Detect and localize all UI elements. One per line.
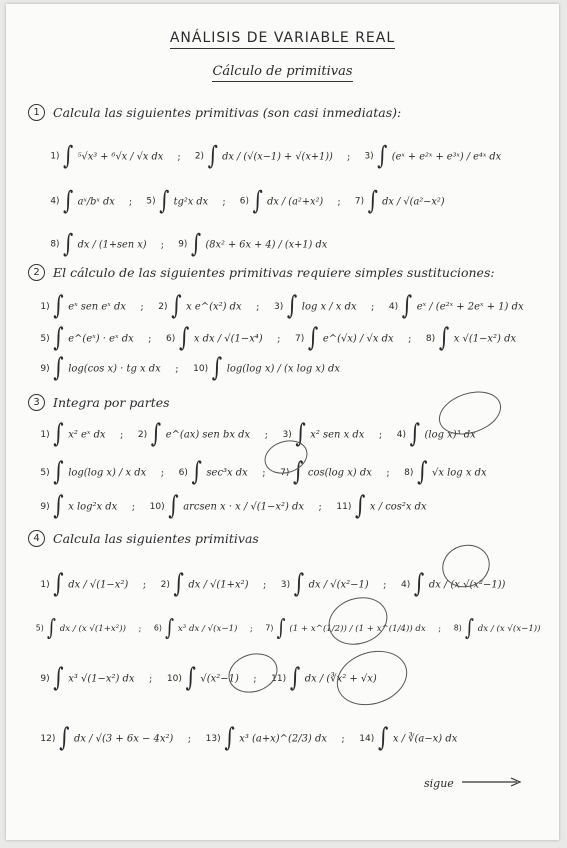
integral-sign-icon: ∫ [417, 457, 428, 488]
separator-semicolon: ; [318, 500, 322, 513]
integrand-expression: √x log x dx [431, 466, 487, 479]
separator-semicolon: ; [138, 623, 142, 634]
separator-semicolon: ; [253, 672, 257, 685]
exercise-number: 3) [273, 301, 284, 312]
integral-sign-icon: ∫ [185, 663, 196, 694]
exercise-item [194, 142, 333, 171]
integrand-expression: aˣ/bˣ dx [77, 195, 115, 208]
separator-semicolon: ; [262, 466, 266, 479]
separator-semicolon: ; [149, 672, 153, 685]
exercise-item [40, 323, 134, 354]
integral-sign-icon: ∫ [168, 491, 179, 522]
exercise-number: 3) [280, 579, 291, 590]
exercise-item [50, 230, 147, 259]
exercise-number: 7) [265, 624, 274, 633]
integral-sign-icon: ∫ [159, 187, 170, 216]
exercise-item [239, 187, 324, 216]
exercise-item [158, 291, 242, 322]
separator-semicolon: ; [140, 300, 144, 313]
exercise-number: 12) [40, 733, 56, 744]
integral-sign-icon: ∫ [464, 615, 474, 642]
exercise-number: 4) [50, 196, 60, 207]
exercise-number: 2) [137, 429, 148, 440]
integral-sign-icon: ∫ [53, 419, 64, 450]
integral-sign-icon: ∫ [150, 419, 162, 450]
exercise-item [178, 457, 248, 488]
integral-sign-icon: ∫ [178, 323, 190, 354]
separator-semicolon: ; [383, 578, 387, 591]
integrand-expression: log x / x dx [301, 300, 357, 313]
worksheet-page [6, 4, 559, 840]
integral-sign-icon: ∫ [53, 291, 64, 322]
integrand-expression: x dx / √(1−x⁴) [193, 332, 263, 345]
exercise-number: 4) [396, 429, 407, 440]
exercise-number: 2) [158, 301, 168, 312]
exercise-item [396, 419, 476, 450]
integrand-expression: (eˣ + e²ˣ + e³ˣ) / e⁴ˣ dx [391, 150, 502, 163]
exercise-item [40, 491, 118, 522]
exercise-number: 10) [193, 363, 209, 374]
integrand-expression: ⁵√x³ + ⁶√x / √x dx [77, 150, 164, 163]
separator-semicolon: ; [249, 623, 253, 634]
exercise-number: 5) [35, 624, 44, 633]
separator-semicolon: ; [128, 195, 133, 208]
exercise-row [6, 230, 541, 259]
section-heading-text: Calcula las siguientes primitivas (son casi inmediatas): [53, 105, 402, 120]
integrand-expression: x² sen x dx [310, 428, 365, 441]
separator-semicolon: ; [341, 732, 345, 745]
integral-sign-icon: ∫ [438, 323, 450, 354]
exercise-number: 3) [282, 429, 292, 440]
exercise-item [280, 569, 369, 600]
integral-sign-icon: ∫ [224, 723, 235, 754]
exercise-number: 4) [388, 301, 399, 312]
exercise-item [166, 323, 263, 354]
separator-semicolon: ; [177, 150, 181, 163]
exercise-item [40, 723, 174, 754]
section-heading-text: Calcula las siguientes primitivas [53, 531, 259, 546]
exercise-number: 4) [401, 579, 411, 590]
integrand-expression: x e^(x²) dx [186, 300, 242, 313]
exercise-item [282, 419, 365, 450]
exercise-number: 5) [40, 467, 50, 478]
exercise-number: 2) [160, 579, 170, 590]
separator-semicolon: ; [386, 466, 390, 479]
separator-semicolon: ; [408, 332, 412, 345]
separator-semicolon: ; [160, 466, 165, 479]
integrand-expression: dx / (x √(x−1)) [477, 623, 541, 634]
exercise-number: 1) [50, 151, 60, 162]
exercise-number: 5) [40, 333, 50, 344]
exercise-item [193, 353, 341, 384]
section-number: 4 [28, 530, 45, 547]
exercise-number: 14) [359, 733, 375, 744]
integrand-expression: dx / (a²+x²) [267, 195, 324, 208]
exercise-number: 8) [50, 239, 60, 250]
integral-sign-icon: ∫ [276, 615, 286, 642]
exercise-number: 2) [194, 151, 205, 162]
integral-sign-icon: ∫ [63, 142, 74, 171]
continue-note [424, 777, 522, 790]
integrand-expression: eˣ sen eˣ dx [68, 300, 126, 313]
integral-sign-icon: ∫ [286, 291, 298, 322]
exercise-number: 11) [336, 501, 352, 512]
integral-sign-icon: ∫ [413, 569, 425, 600]
integral-sign-icon: ∫ [63, 187, 74, 216]
exercise-number: 9) [40, 501, 50, 512]
exercise-number: 10) [149, 501, 165, 512]
separator-semicolon: ; [256, 300, 260, 313]
integrand-expression: x³ √(1−x²) dx [68, 672, 135, 685]
exercise-number: 10) [166, 673, 182, 684]
integral-sign-icon: ∫ [53, 569, 64, 600]
integral-sign-icon: ∫ [252, 187, 263, 216]
integral-sign-icon: ∫ [59, 723, 70, 754]
integral-sign-icon: ∫ [63, 230, 74, 259]
integrand-expression: log(cos x) · tg x dx [68, 362, 161, 375]
integral-sign-icon: ∫ [377, 723, 389, 754]
exercise-item [404, 457, 487, 488]
separator-semicolon: ; [371, 300, 375, 313]
section-number: 2 [28, 264, 45, 281]
integral-sign-icon: ∫ [53, 491, 64, 522]
exercise-item [146, 187, 209, 216]
exercise-number: 13) [205, 733, 221, 744]
integrand-expression: dx / (√(x−1) + √(x+1)) [222, 150, 333, 163]
exercise-row [6, 419, 541, 450]
exercise-item [137, 419, 251, 450]
integrand-expression: log(log x) / x dx [68, 466, 147, 479]
exercise-number: 9) [40, 673, 50, 684]
integrand-expression: dx / (1+sen x) [77, 238, 147, 251]
exercise-item [166, 663, 239, 694]
page-subtitle: Cálculo de primitivas [6, 64, 559, 79]
integral-sign-icon: ∫ [191, 457, 202, 488]
exercise-number: 7) [354, 196, 365, 207]
exercise-item [40, 457, 147, 488]
exercise-item [160, 569, 249, 600]
integral-sign-icon: ∫ [401, 291, 413, 322]
integrand-expression: e^(ax) sen bx dx [165, 428, 251, 441]
exercise-number: 8) [453, 624, 462, 633]
exercise-number: 6) [153, 624, 162, 633]
exercise-row [6, 142, 541, 171]
section-heading [28, 530, 259, 547]
integrand-expression: x log²x dx [68, 500, 118, 513]
separator-semicolon: ; [187, 732, 192, 745]
exercise-number: 6) [178, 467, 188, 478]
integral-sign-icon: ∫ [46, 615, 56, 642]
integral-sign-icon: ∫ [53, 353, 64, 384]
separator-semicolon: ; [438, 623, 442, 634]
separator-semicolon: ; [175, 362, 179, 375]
arrow-right-icon [462, 777, 522, 790]
integral-sign-icon: ∫ [171, 291, 182, 322]
separator-semicolon: ; [378, 428, 383, 441]
integral-sign-icon: ∫ [295, 419, 306, 450]
continue-label: sigue [424, 777, 454, 790]
integrand-expression: dx / (x √(1+x²)) [59, 623, 126, 634]
integral-sign-icon: ∫ [53, 663, 64, 694]
exercise-number: 8) [404, 467, 414, 478]
section-heading [28, 394, 170, 411]
separator-semicolon: ; [142, 578, 147, 591]
integral-sign-icon: ∫ [377, 142, 388, 171]
exercise-item [271, 663, 377, 694]
exercise-row [6, 457, 541, 488]
separator-semicolon: ; [277, 332, 281, 345]
exercise-number: 1) [40, 429, 50, 440]
exercise-item [401, 569, 506, 600]
exercise-row [6, 615, 541, 642]
integrand-expression: dx / √(3 + 6x − 4x²) [73, 732, 174, 745]
integral-sign-icon: ∫ [165, 615, 175, 642]
exercise-item [359, 723, 458, 754]
exercise-item [153, 615, 238, 642]
section-heading-text: Integra por partes [53, 395, 170, 410]
exercise-number: 3) [364, 151, 374, 162]
separator-semicolon: ; [148, 332, 152, 345]
exercise-number: 9) [40, 363, 50, 374]
integrand-expression: dx / √(1−x²) [68, 578, 129, 591]
exercise-item [40, 291, 126, 322]
exercise-item [354, 187, 445, 216]
section-heading [28, 264, 495, 281]
separator-semicolon: ; [264, 428, 268, 441]
integral-sign-icon: ∫ [211, 353, 223, 384]
exercise-item [425, 323, 517, 354]
integrand-expression: x / ∛(a−x) dx [392, 732, 458, 745]
separator-semicolon: ; [160, 238, 165, 251]
exercise-row [6, 323, 541, 354]
exercise-item [149, 491, 305, 522]
section-number: 1 [28, 104, 45, 121]
separator-semicolon: ; [222, 195, 226, 208]
exercise-item [265, 615, 426, 642]
integral-sign-icon: ∫ [207, 142, 218, 171]
separator-semicolon: ; [262, 578, 267, 591]
section-heading [28, 104, 401, 121]
exercise-item [453, 615, 541, 642]
exercise-number: 6) [166, 333, 176, 344]
integrand-expression: x √(1−x²) dx [453, 332, 517, 345]
exercise-row [6, 723, 541, 754]
integrand-expression: dx / (∛x² + √x) [304, 672, 377, 685]
integrand-expression: (8x² + 6x + 4) / (x+1) dx [205, 238, 328, 251]
exercise-number: 6) [239, 196, 249, 207]
integrand-expression: x³ (a+x)^(2/3) dx [239, 732, 327, 745]
exercise-number: 5) [146, 196, 156, 207]
exercise-item [280, 457, 372, 488]
section-heading-text: El cálculo de las siguientes primitivas requiere simples sustituciones: [53, 265, 495, 280]
integrand-expression: dx / √(a²−x²) [382, 195, 445, 208]
integrand-expression: sec³x dx [206, 466, 248, 479]
integrand-expression: cos(log x) dx [307, 466, 372, 479]
exercise-item [50, 142, 164, 171]
exercise-row [6, 569, 541, 600]
integrand-expression: x / cos²x dx [369, 500, 427, 513]
exercise-item [40, 569, 129, 600]
section-number: 3 [28, 394, 45, 411]
integral-sign-icon: ∫ [53, 457, 64, 488]
separator-semicolon: ; [120, 428, 124, 441]
exercise-row [6, 491, 541, 522]
separator-semicolon: ; [347, 150, 351, 163]
exercise-number: 1) [40, 579, 50, 590]
page-title: ANÁLISIS DE VARIABLE REAL [6, 30, 559, 46]
exercise-number: 7) [295, 333, 305, 344]
exercise-item [336, 491, 427, 522]
exercise-number: 9) [178, 239, 188, 250]
integrand-expression: tg²x dx [173, 195, 209, 208]
exercise-item [388, 291, 524, 322]
integrand-expression: eˣ / (e²ˣ + 2eˣ + 1) dx [416, 300, 524, 313]
exercise-item [40, 353, 161, 384]
exercise-number: 8) [425, 333, 436, 344]
exercise-item [40, 663, 135, 694]
integral-sign-icon: ∫ [53, 323, 64, 354]
exercise-item [50, 187, 115, 216]
separator-semicolon: ; [131, 500, 136, 513]
integrand-expression: dx / (x √(x²−1)) [428, 578, 506, 591]
exercise-item [364, 142, 502, 171]
integral-sign-icon: ∫ [293, 569, 305, 600]
exercise-row [6, 663, 541, 694]
integrand-expression: e^(√x) / √x dx [322, 332, 394, 345]
exercise-row [6, 291, 541, 322]
exercise-item [178, 230, 328, 259]
integrand-expression: dx / √(1+x²) [188, 578, 249, 591]
integral-sign-icon: ∫ [409, 419, 421, 450]
exercise-number: 7) [280, 467, 290, 478]
integrand-expression: e^(eˣ) · eˣ dx [68, 332, 134, 345]
integral-sign-icon: ∫ [173, 569, 184, 600]
integrand-expression: (log x)³ dx [424, 428, 476, 441]
integral-sign-icon: ∫ [307, 323, 319, 354]
exercise-item [205, 723, 327, 754]
integrand-expression: x³ dx / √(x−1) [177, 623, 238, 634]
exercise-item [273, 291, 357, 322]
exercise-item [40, 419, 106, 450]
integral-sign-icon: ∫ [293, 457, 304, 488]
integrand-expression: arcsen x · x / √(1−x²) dx [183, 500, 305, 513]
exercise-row [6, 187, 541, 216]
exercise-item [295, 323, 394, 354]
integrand-expression: √(x²−1) [200, 672, 239, 685]
exercise-number: 11) [271, 673, 287, 684]
integral-sign-icon: ∫ [367, 187, 378, 216]
exercise-number: 1) [40, 301, 50, 312]
separator-semicolon: ; [337, 195, 341, 208]
integrand-expression: log(log x) / (x log x) dx [226, 362, 341, 375]
exercise-item [35, 615, 126, 642]
integrand-expression: x² eˣ dx [68, 428, 106, 441]
integrand-expression: dx / √(x²−1) [308, 578, 369, 591]
exercise-row [6, 353, 541, 384]
integral-sign-icon: ∫ [355, 491, 366, 522]
integrand-expression: (1 + x^(1/2)) / (1 + x^(1/4)) dx [289, 623, 426, 634]
integral-sign-icon: ∫ [190, 230, 202, 259]
integral-sign-icon: ∫ [289, 663, 301, 694]
